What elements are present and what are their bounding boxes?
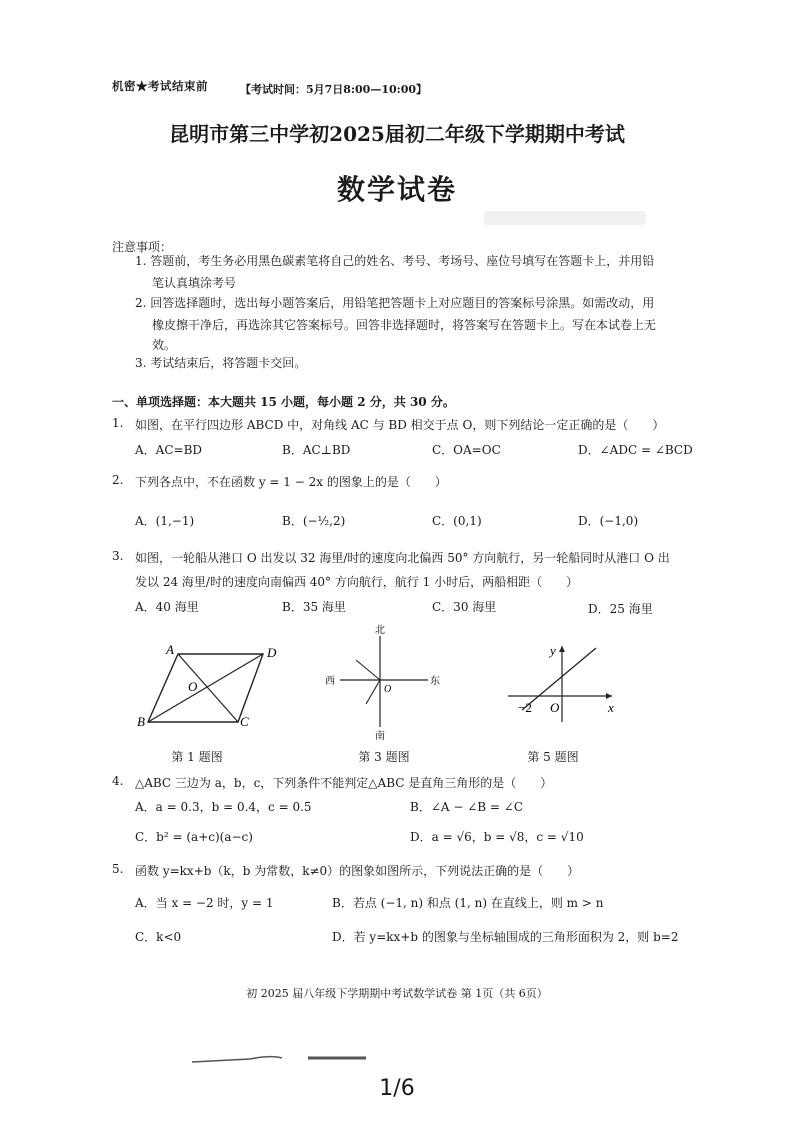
question-text: △ABC 三边为 a，b，c，下列条件不能判定△ABC 是直角三角形的是（ ） [135,776,553,790]
option-c: C．(0,1) [432,514,482,528]
option-b: B．∠A − ∠B = ∠C [410,800,524,814]
notice-item: 橡皮擦干净后，再选涂其它答案标号。回答非选择题时，将答案写在答题卡上。写在本试卷上无 [152,318,657,332]
option-c: C．30 海里 [432,600,497,614]
figure-line-graph [500,638,625,728]
option-d: D．a = √6，b = √8，c = √10 [410,830,584,844]
exam-time-label: 【考试时间：5月7日8:00—10:00】 [240,83,428,96]
option-b: B．AC⊥BD [282,443,351,457]
page-number: 1/6 [379,1076,415,1101]
option-d: D．若 y=kx+b 的图象与坐标轴围成的三角形面积为 2，则 b=2 [332,930,679,944]
diagonal-bd [148,654,263,722]
notice-item: 2. 回答选择题时，选出每小题答案后，用铅笔把答题卡上对应题目的答案标号涂黑。如需改动，用 [135,296,655,310]
option-d: D．25 海里 [588,602,653,616]
option-d: D．(−1,0) [578,514,639,528]
question-text-cont: 发以 24 海里/时的速度向南偏西 40° 方向航行，航行 1 小时后，两船相距（ ） [135,575,579,589]
option-a: A．(1,−1) [135,514,195,528]
figure-compass [318,622,448,742]
option-c: C．b² = (a+c)(a−c) [135,830,253,844]
figure-caption: 第 3 题图 [358,750,410,764]
label-c: C [240,714,249,729]
question-text: 如图，在平行四边形 ABCD 中，对角线 AC 与 BD 相交于点 O，则下列结论一定正确的是（ ） [135,418,665,432]
notice-item: 效。 [152,338,177,352]
option-d: D．∠ADC = ∠BCD [578,443,693,457]
y-axis-arrow [559,646,565,652]
exam-subtitle: 数学试卷 [336,173,457,206]
option-b: B．若点 (−1, n) 和点 (1, n) 在直线上，则 m > n [332,896,604,910]
label-x: x [608,700,614,715]
option-a: A．当 x = −2 时，y = 1 [135,896,274,910]
figure-caption: 第 5 题图 [527,750,579,764]
notice-heading: 注意事项： [112,240,173,254]
pen-scribble [190,1052,370,1066]
diagonal-ac [178,654,238,722]
question-text: 下列各点中，不在函数 y = 1 − 2x 的图象上的是（ ） [135,475,447,489]
notice-item: 3. 考试结束后，将答题卡交回。 [135,356,307,370]
question-number: 5. [112,862,124,876]
label-west: 西 [325,676,335,687]
label-b: B [137,714,145,729]
figure-parallelogram [130,640,290,740]
redacted-smudge [484,211,646,225]
figure-caption: 第 1 题图 [171,750,223,764]
option-c: C．k<0 [135,930,182,944]
notice-item: 笔认真填涂考号 [152,276,237,290]
question-number: 3. [112,549,124,563]
question-text: 如图，一轮船从港口 O 出发以 32 海里/时的速度向北偏西 50° 方向航行，另一轮船同时从港口 O 出 [135,551,670,565]
ship1-path [356,660,380,680]
ship2-path [366,680,380,704]
section-heading: 一、单项选择题：本大题共 15 小题，每小题 2 分，共 30 分。 [112,395,455,409]
question-number: 2. [112,473,124,487]
notice-item: 1. 答题前，考生务必用黑色碳素笔将自己的姓名、考号、考场号、座位号填写在答题卡上，并用铅 [135,254,655,268]
label-o: O [384,684,392,695]
label-y: y [550,643,556,658]
exam-title: 昆明市第三中学初2025届初二年级下学期期中考试 [169,122,625,146]
page-footer: 初 2025 届八年级下学期期中考试数学试卷 第 1页（共 6页） [246,987,548,1000]
label-o: O [550,700,560,715]
x-axis-arrow [606,693,612,699]
label-south: 南 [375,731,385,742]
label-east: 东 [430,676,440,687]
label-o: O [188,679,198,694]
label-north: 北 [375,625,385,636]
option-a: A．a = 0.3，b = 0.4，c = 0.5 [135,800,312,814]
label-a: A [166,642,174,657]
option-a: A．AC=BD [135,443,203,457]
option-a: A．40 海里 [135,600,199,614]
option-b: B．(−½,2) [282,514,346,528]
option-b: B．35 海里 [282,600,346,614]
confidential-label: 机密★考试结束前 [112,79,208,93]
label-d: D [267,645,277,660]
question-number: 4. [112,774,124,788]
option-c: C．OA=OC [432,443,501,457]
label-neg2: −2 [518,700,532,715]
question-text: 函数 y=kx+b（k，b 为常数，k≠0）的图象如图所示，下列说法正确的是（ ） [135,864,580,878]
question-number: 1. [112,416,124,430]
